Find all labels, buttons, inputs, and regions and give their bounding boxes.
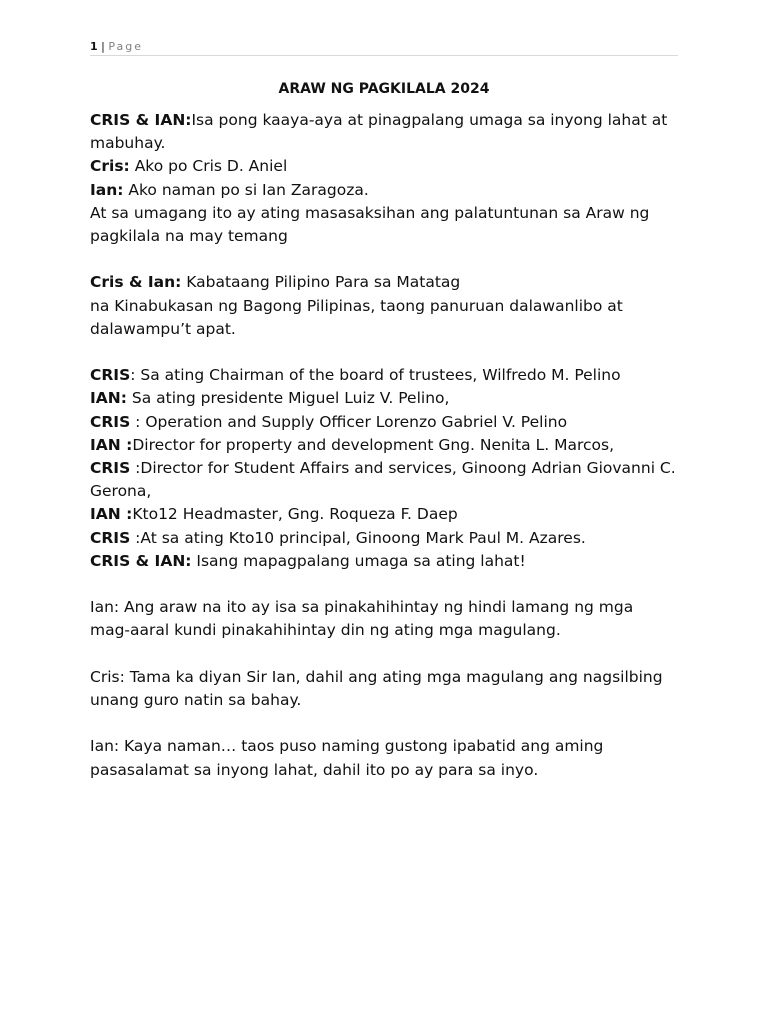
line-text: Kabataang Pilipino Para sa Matatag — [181, 273, 461, 292]
line-text: pasasalamat sa inyong lahat, dahil ito po ay para sa inyo. — [90, 760, 539, 779]
script-line — [90, 318, 702, 341]
line-text: :At sa ating Kto10 principal, Ginoong Mark Paul M. Azares. — [130, 528, 586, 547]
script-line — [90, 480, 702, 503]
line-text: unang guro natin sa bahay. — [90, 691, 302, 710]
script-line — [90, 735, 702, 758]
script-line — [90, 457, 702, 480]
script-line — [90, 387, 702, 410]
line-text: Sa ating presidente Miguel Luiz V. Pelino, — [126, 389, 450, 408]
script-line — [90, 503, 702, 526]
line-text: : Sa ating Chairman of the board of trustees, Wilfredo M. Pelino — [130, 366, 621, 385]
line-text: Gerona, — [90, 482, 152, 501]
line-text: mabuhay. — [90, 134, 166, 153]
line-text: dalawampu’t apat. — [90, 319, 236, 338]
speaker-label: Cris & Ian: — [90, 273, 182, 292]
paragraph-gap — [90, 341, 702, 364]
speaker-label: CRIS — [90, 366, 131, 385]
script-line — [90, 271, 702, 294]
line-text: Isa pong kaaya-aya at pinagpalang umaga sa inyong lahat at — [191, 111, 668, 129]
line-text: Ian: Kaya naman… taos puso naming gustong ipabatid ang aming — [90, 737, 604, 756]
script-line — [90, 689, 702, 712]
line-text: Cris: Tama ka diyan Sir Ian, dahil ang ating mga magulang ang nagsilbing — [90, 667, 663, 686]
speaker-label: CRIS — [90, 412, 131, 431]
script-line — [90, 295, 702, 318]
script-line — [90, 225, 702, 248]
script-line — [90, 132, 702, 155]
line-text: Ako naman po si Ian Zaragoza. — [123, 180, 369, 199]
script-line — [90, 619, 702, 642]
speaker-label: CRIS — [90, 528, 131, 547]
paragraph-gap — [90, 712, 702, 735]
script-line — [90, 434, 702, 457]
speaker-label: IAN : — [90, 435, 133, 454]
document-body — [90, 109, 702, 782]
script-line — [90, 109, 702, 132]
speaker-label: CRIS & IAN: — [90, 111, 192, 129]
speaker-label: Cris: — [90, 157, 130, 176]
line-text: Ian: Ang araw na ito ay isa sa pinakahihintay ng hindi lamang ng mga — [90, 598, 634, 617]
script-line — [90, 364, 702, 387]
line-text: Isang mapagpalang umaga sa ating lahat! — [191, 551, 526, 570]
paragraph-gap — [90, 573, 702, 596]
page-label: Page — [108, 40, 143, 53]
speaker-label: IAN : — [90, 505, 133, 524]
line-text: mag-aaral kundi pinakahihintay din ng ating mga magulang. — [90, 621, 561, 640]
document-title: ARAW NG PAGKILALA 2024 — [278, 81, 490, 97]
script-line — [90, 179, 702, 202]
speaker-label: CRIS & IAN: — [90, 551, 192, 570]
script-line — [90, 550, 702, 573]
script-line — [90, 155, 702, 178]
page-separator: | — [97, 40, 109, 53]
script-line — [90, 527, 702, 550]
line-text: Kto12 Headmaster, Gng. Roqueza F. Daep — [132, 505, 458, 524]
script-line — [90, 411, 702, 434]
speaker-label: Ian: — [90, 180, 124, 199]
line-text: Ako po Cris D. Aniel — [129, 157, 288, 176]
paragraph-gap — [90, 248, 702, 271]
line-text: Director for property and development Gng. Nenita L. Marcos, — [132, 435, 615, 454]
line-text: :Director for Student Affairs and services, Ginoong Adrian Giovanni C. — [130, 459, 676, 478]
line-text: pagkilala na may temang — [90, 227, 288, 246]
line-text: na Kinabukasan ng Bagong Pilipinas, taong panuruan dalawanlibo at — [90, 296, 623, 315]
speaker-label: IAN: — [90, 389, 127, 408]
line-text: : Operation and Supply Officer Lorenzo Gabriel V. Pelino — [130, 412, 568, 431]
speaker-label: CRIS — [90, 459, 131, 478]
script-line — [90, 202, 702, 225]
page-header — [90, 40, 678, 56]
paragraph-gap — [90, 643, 702, 666]
script-line — [90, 596, 702, 619]
page-number: 1 — [90, 40, 98, 53]
line-text: At sa umagang ito ay ating masasaksihan ang palatuntunan sa Araw ng — [90, 203, 650, 222]
script-line — [90, 666, 702, 689]
script-line — [90, 759, 702, 782]
